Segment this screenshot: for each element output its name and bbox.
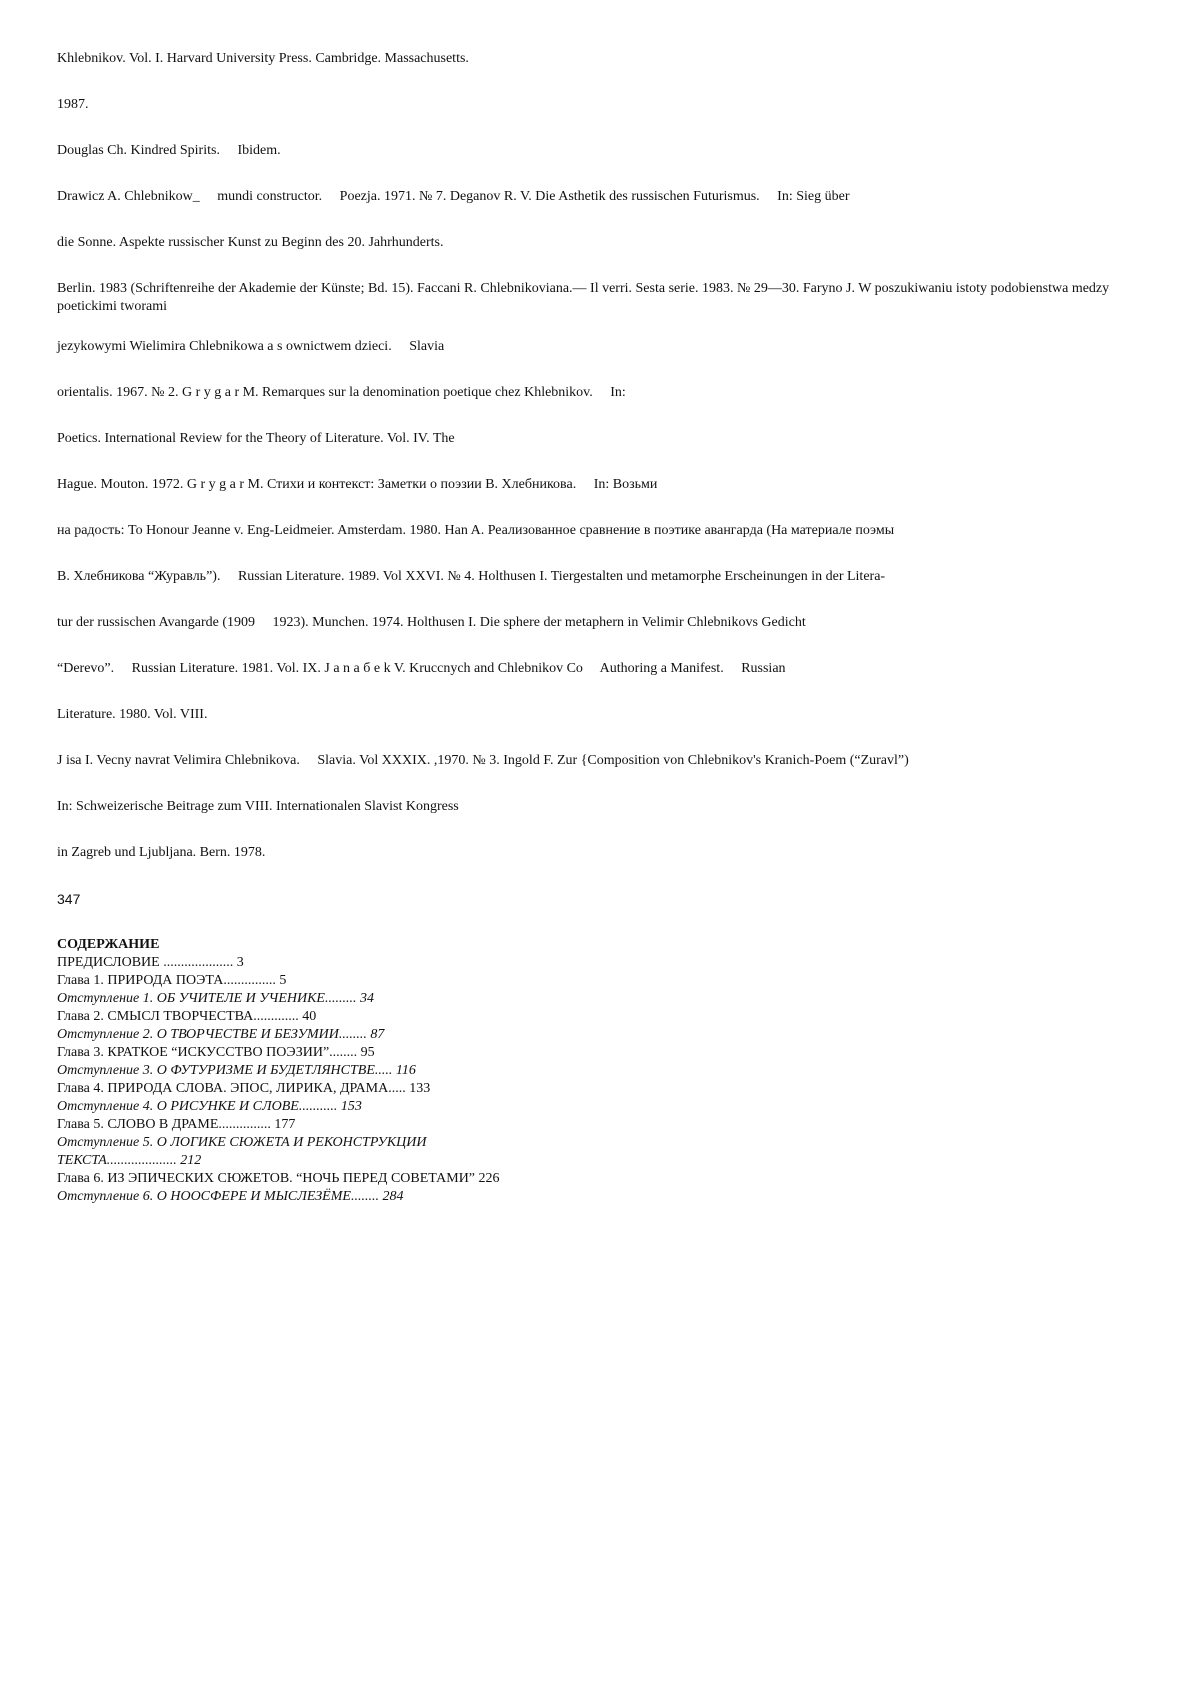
toc-title: СОДЕРЖАНИЕ [57, 937, 160, 952]
toc-item: Отступление 4. О РИСУНКЕ И СЛОВЕ........... 153 [57, 1099, 362, 1114]
document-page [57, 50, 1157, 1206]
bib-line-13: tur der russischen Avangarde (1909 1923). Munchen. 1974. Holthusen I. Die sphere der metaphern in Velimir Chlebnikovs Gedicht [57, 615, 806, 630]
toc-item: Отступление 6. О НООСФЕРЕ И МЫСЛЕЗЁМЕ........ 284 [57, 1189, 404, 1204]
bib-line-11: на радость: To Honour Jeanne v. Eng-Leidmeier. Amsterdam. 1980. Han A. Реализованное сравнение в поэтике авангарда (На материале поэмы [57, 523, 895, 538]
bib-line-15: Literature. 1980. Vol. VIII. [57, 707, 208, 722]
bib-line-4: Drawicz A. Chlebnikow_ mundi constructor. Poezja. 1971. № 7. Deganov R. V. Die Asthetik des russischen Futurismus. In: Sieg über [57, 189, 850, 204]
toc-item: Глава 2. СМЫСЛ ТВОРЧЕСТВА............. 40 [57, 1009, 317, 1024]
bib-line-10: Hague. Mouton. 1972. G r y g a r M. Стихи и контекст: Заметки о поэзии В. Хлебникова. In: Возьми [57, 477, 658, 492]
bibliography [57, 50, 1157, 862]
toc-item: ТЕКСТА.................... 212 [57, 1153, 202, 1168]
toc-item: Отступление 3. О ФУТУРИЗМЕ И БУДЕТЛЯНСТВЕ..... 116 [57, 1063, 416, 1078]
toc-item: Отступление 2. О ТВОРЧЕСТВЕ И БЕЗУМИИ........ 87 [57, 1027, 385, 1042]
bib-line-12: В. Хлебникова “Журавль”). Russian Literature. 1989. Vol XXVI. № 4. Holthusen I. Tiergestalten und metamorphe Erscheinungen in der Litera- [57, 569, 886, 584]
page-number: 347 [57, 891, 81, 907]
toc-item: Глава 1. ПРИРОДА ПОЭТА............... 5 [57, 973, 287, 988]
toc-item: ПРЕДИСЛОВИЕ .................... 3 [57, 955, 244, 970]
bib-line-1: Khlebnikov. Vol. I. Harvard University Press. Cambridge. Massachusetts. [57, 51, 469, 66]
bib-line-16: J isa I. Vecny navrat Velimira Chlebnikova. Slavia. Vol XXXIX. ,1970. № 3. Ingold F. Zur {Composition von Chlebnikov's Kranich-Poem (“Zuravl”) [57, 753, 909, 768]
bib-line-18: in Zagreb und Ljubljana. Bern. 1978. [57, 845, 266, 860]
bib-line-7: jezykowymi Wielimira Chlebnikowa a s ownictwem dzieci. Slavia [57, 339, 445, 354]
bib-line-17: In: Schweizerische Beitrage zum VIII. Internationalen Slavist Kongress [57, 799, 459, 814]
toc-item: Глава 5. СЛОВО В ДРАМЕ............... 177 [57, 1117, 296, 1132]
bib-line-14: “Derevo”. Russian Literature. 1981. Vol. IX. J a n a б e k V. Kruccnych and Chlebnikov Co Authoring a Manifest. Russian [57, 661, 786, 676]
toc-item: Глава 3. КРАТКОЕ “ИСКУССТВО ПОЭЗИИ”........ 95 [57, 1045, 375, 1060]
toc-item: Отступление 1. ОБ УЧИТЕЛЕ И УЧЕНИКЕ......... 34 [57, 991, 374, 1006]
table-of-contents [57, 954, 1157, 1206]
bib-line-5: die Sonne. Aspekte russischer Kunst zu Beginn des 20. Jahrhunderts. [57, 235, 444, 250]
toc-item: Отступление 5. О ЛОГИКЕ СЮЖЕТА И РЕКОНСТРУКЦИИ [57, 1135, 427, 1150]
bib-line-3: Douglas Ch. Kindred Spirits. Ibidem. [57, 143, 281, 158]
toc-item: Глава 6. ИЗ ЭПИЧЕСКИХ СЮЖЕТОВ. “НОЧЬ ПЕРЕД СОВЕТАМИ” 226 [57, 1171, 500, 1186]
toc-item: Глава 4. ПРИРОДА СЛОВА. ЭПОС, ЛИРИКА, ДРАМА..... 133 [57, 1081, 431, 1096]
bib-line-9: Poetics. International Review for the Theory of Literature. Vol. IV. The [57, 431, 455, 446]
bib-line-6: Berlin. 1983 (Schriftenreihe der Akademie der Künste; Bd. 15). Faccani R. Chlebnikoviana.— Il verri. Sesta serie. 1983. № 29—30. Faryno J. W poszukiwaniu istoty podobienstwa medzy poetickimi tworami [57, 281, 1113, 314]
bib-line-8: orientalis. 1967. № 2. G r y g a r M. Remarques sur la denomination poetique chez Khlebnikov. In: [57, 385, 626, 400]
bib-line-2: 1987. [57, 97, 89, 112]
